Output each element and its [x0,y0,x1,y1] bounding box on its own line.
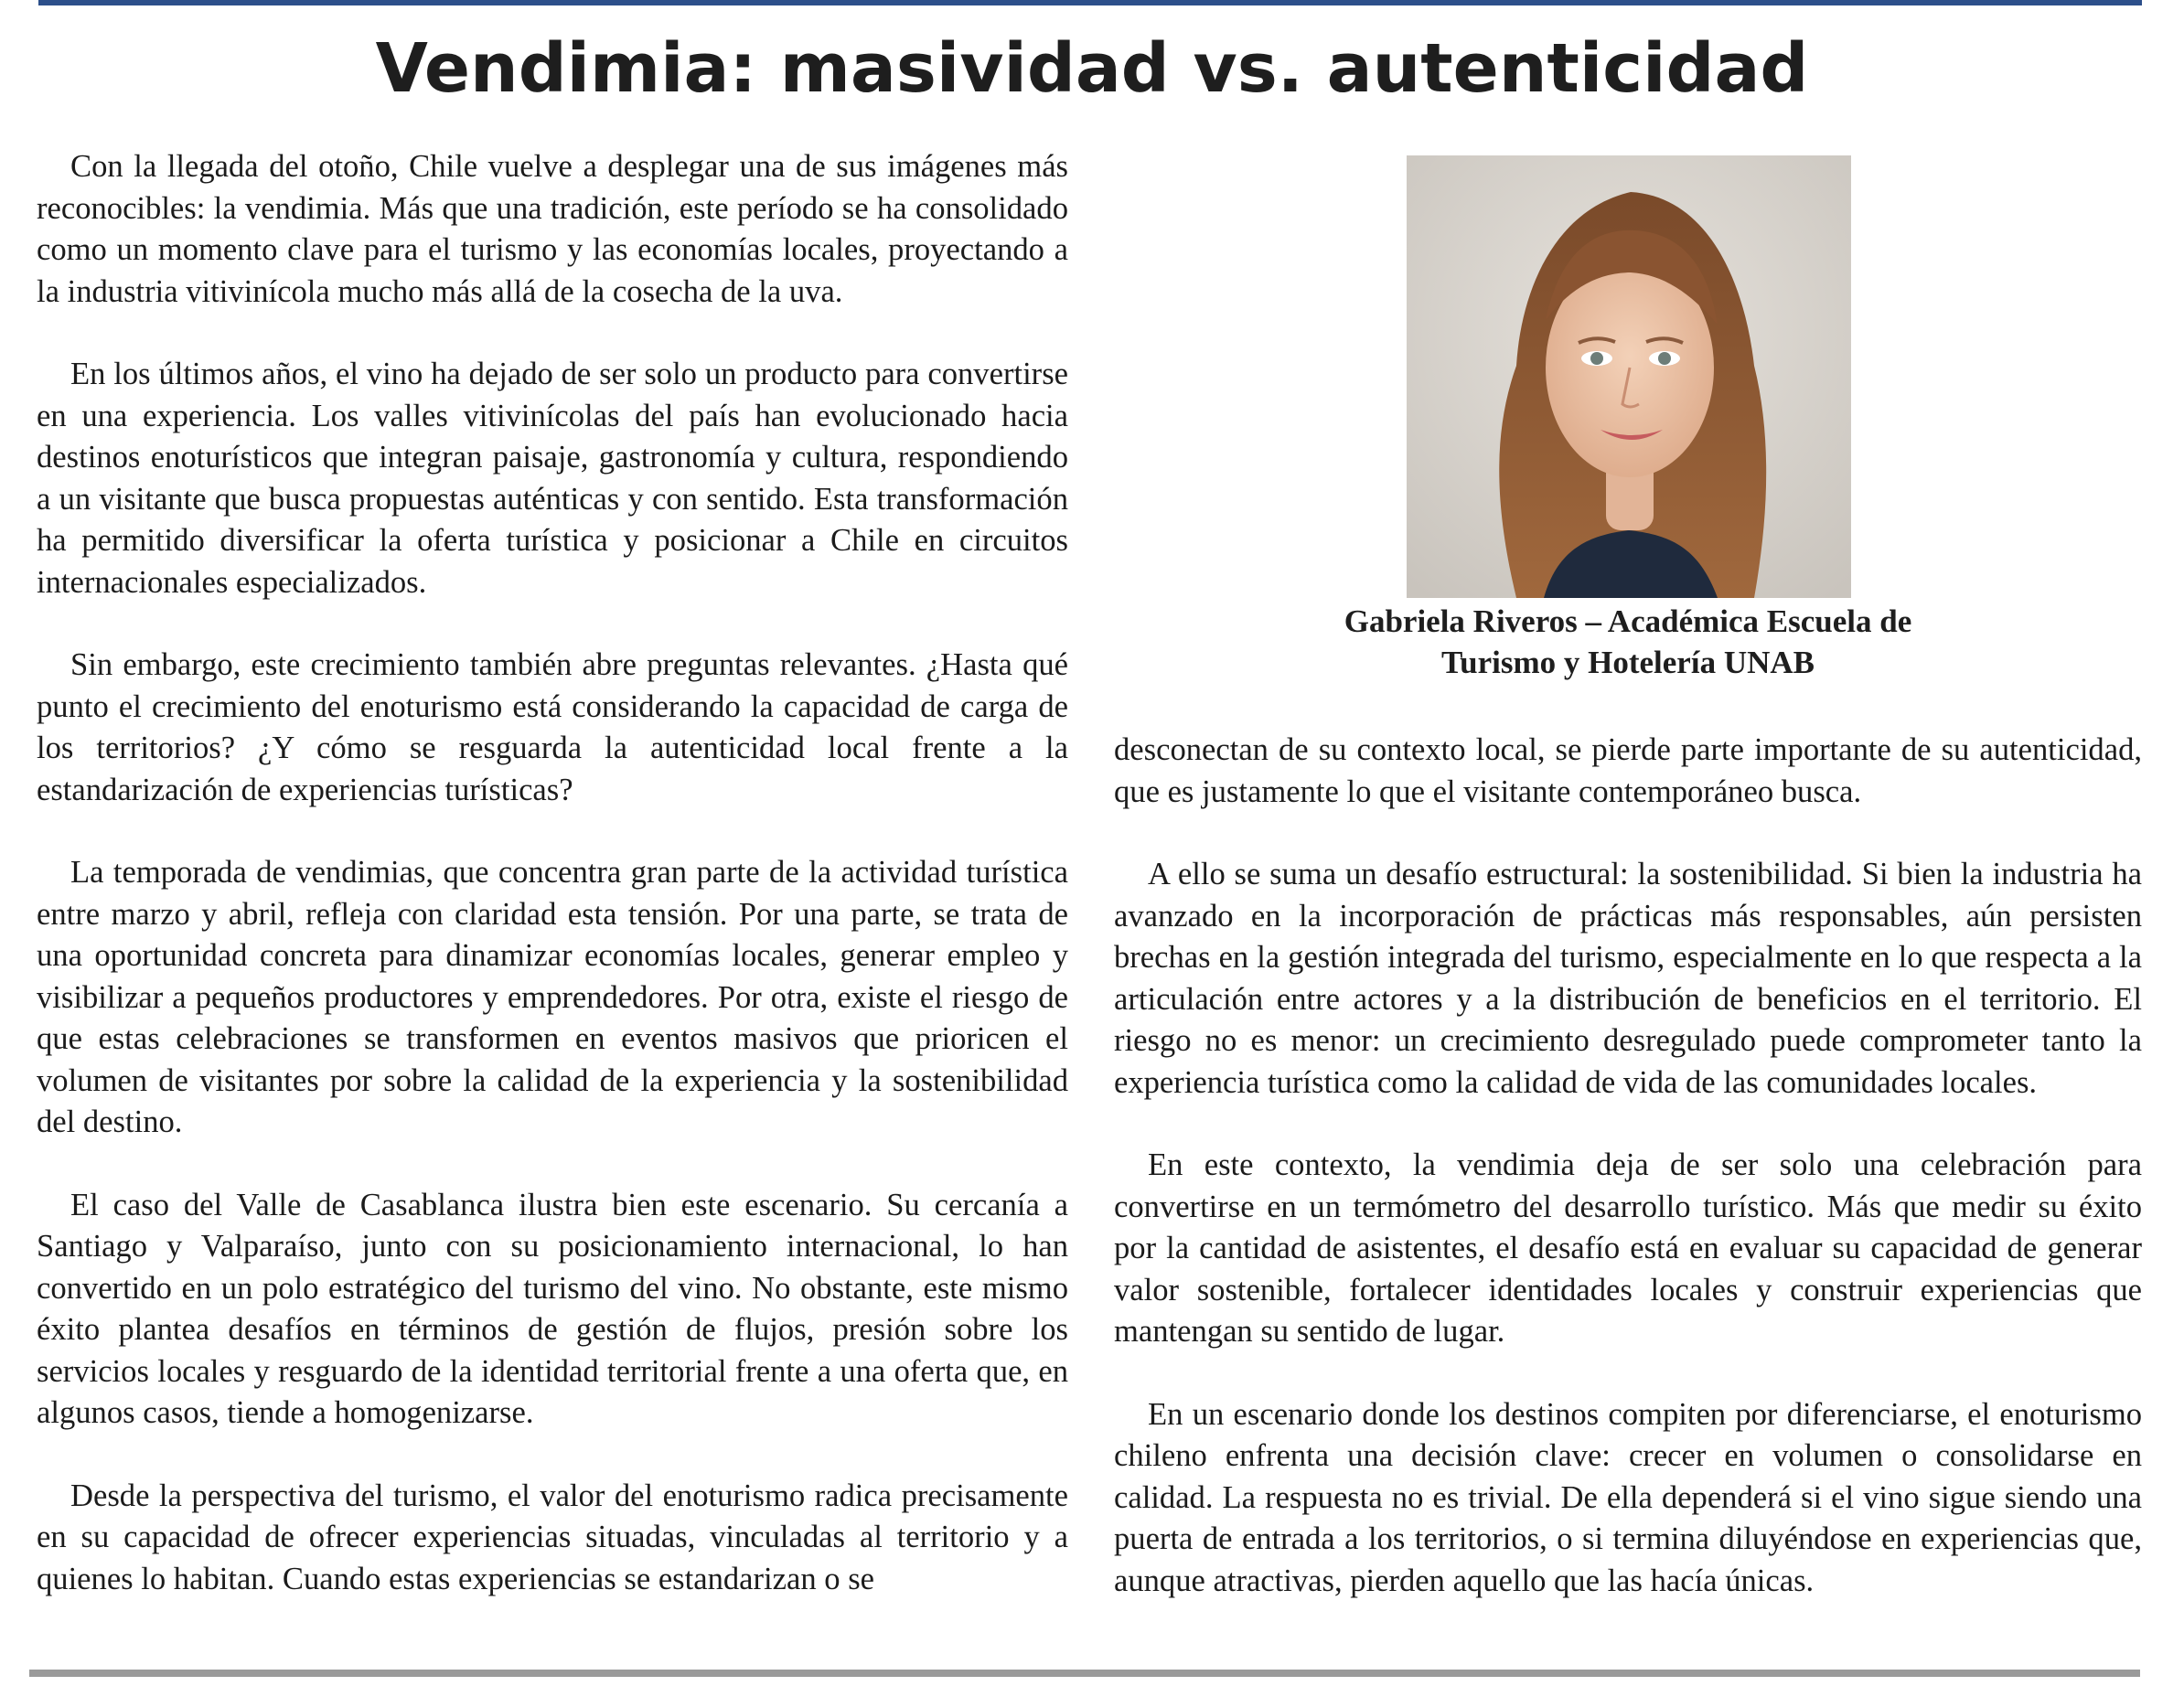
left-column [37,146,1068,1600]
paragraph-continued: desconectan de su contexto local, se pierde parte importante de su autenticidad, que es justamente lo que el visitante contemporáneo busca. [1114,732,2142,809]
caption-line-1: Gabriela Riveros – Académica Escuela de [1344,603,1912,639]
caption-line-2: Turismo y Hotelería UNAB [1441,645,1815,680]
photo-caption [1271,601,1985,683]
paragraph: El caso del Valle de Casablanca ilustra bien este escenario. Su cercanía a Santiago y Valparaíso, junto con su posicionamiento internacional, lo han convertido en un polo estratégico del turismo del vino. No obstante, este mismo éxito plantea desafíos en términos de gestión de flujos, presión sobre los servicios locales y resguardo de la identidad territorial frente a una oferta que, en algunos casos, tiende a homogenizarse. [37,1187,1068,1430]
paragraph: Sin embargo, este crecimiento también abre preguntas relevantes. ¿Hasta qué punto el crecimiento del enoturismo está considerando la capacidad de carga de los territorios? ¿Y cómo se resguarda la autenticidad local frente a la estandarización de experiencias turísticas? [37,647,1068,807]
right-column [1114,730,2142,1602]
top-rule [38,0,2142,5]
paragraph: Con la llegada del otoño, Chile vuelve a desplegar una de sus imágenes más reconocibles: la vendimia. Más que una tradición, este período se ha consolidado como un momento clave para el turismo y las economías locales, proyectando a la industria vitivinícola mucho más allá de la cosecha de la uva. [37,149,1068,309]
paragraph: En los últimos años, el vino ha dejado de ser solo un producto para convertirse en una experiencia. Los valles vitivinícolas del país han evolucionado hacia destinos enoturísticos que integran paisaje, gastronomía y cultura, respondiendo a un visitante que busca propuestas auténticas y con sentido. Esta transformación ha permitido diversificar la oferta turística y posicionar a Chile en circuitos internacionales especializados. [37,357,1068,600]
paragraph: Desde la perspectiva del turismo, el valor del enoturismo radica precisamente en su capacidad de ofrecer experiencias situadas, vinculadas al territorio y a quienes lo habitan. Cuando estas experiencias se estandarizan o se [37,1478,1068,1596]
paragraph: En un escenario donde los destinos compiten por diferenciarse, el enoturismo chileno enfrenta una decisión clave: crecer en volumen o consolidarse en calidad. La respuesta no es trivial. De ella dependerá si el vino sigue siendo una puerta de entrada a los territorios, o si termina diluyéndose en experiencias que, aunque atractivas, pierden aquello que las hacía únicas. [1114,1396,2142,1598]
article-title: Vendimia: masividad vs. autenticidad [375,29,1809,108]
paragraph: La temporada de vendimias, que concentra gran parte de la actividad turística entre marzo y abril, refleja con claridad esta tensión. Por una parte, se trata de una oportunidad concreta para dinamizar economías locales, generar empleo y visibilizar a pequeños productores y emprendedores. Por otra, existe el riesgo de que estas celebraciones se transformen en eventos masivos que prioricen el volumen de visitantes por sobre la calidad de la experiencia y la sostenibilidad del destino. [37,855,1068,1139]
paragraph: A ello se suma un desafío estructural: la sostenibilidad. Si bien la industria ha avanzado en la incorporación de prácticas más responsables, aún persisten brechas en la gestión integrada del turismo, especialmente en lo que respecta a la articulación entre actores y a la distribución de beneficios en el territorio. El riesgo no es menor: un crecimiento desregulado puede comprometer tanto la experiencia turística como la calidad de vida de las comunidades locales. [1114,857,2142,1100]
bottom-rule [29,1670,2140,1677]
author-photo [1407,155,1851,598]
paragraph: En este contexto, la vendimia deja de ser solo una celebración para convertirse en un termómetro del desarrollo turístico. Más que medir su éxito por la cantidad de asistentes, el desafío está en evaluar su capacidad de generar valor sostenible, fortalecer identidades locales y construir experiencias que mantengan su sentido de lugar. [1114,1147,2142,1349]
